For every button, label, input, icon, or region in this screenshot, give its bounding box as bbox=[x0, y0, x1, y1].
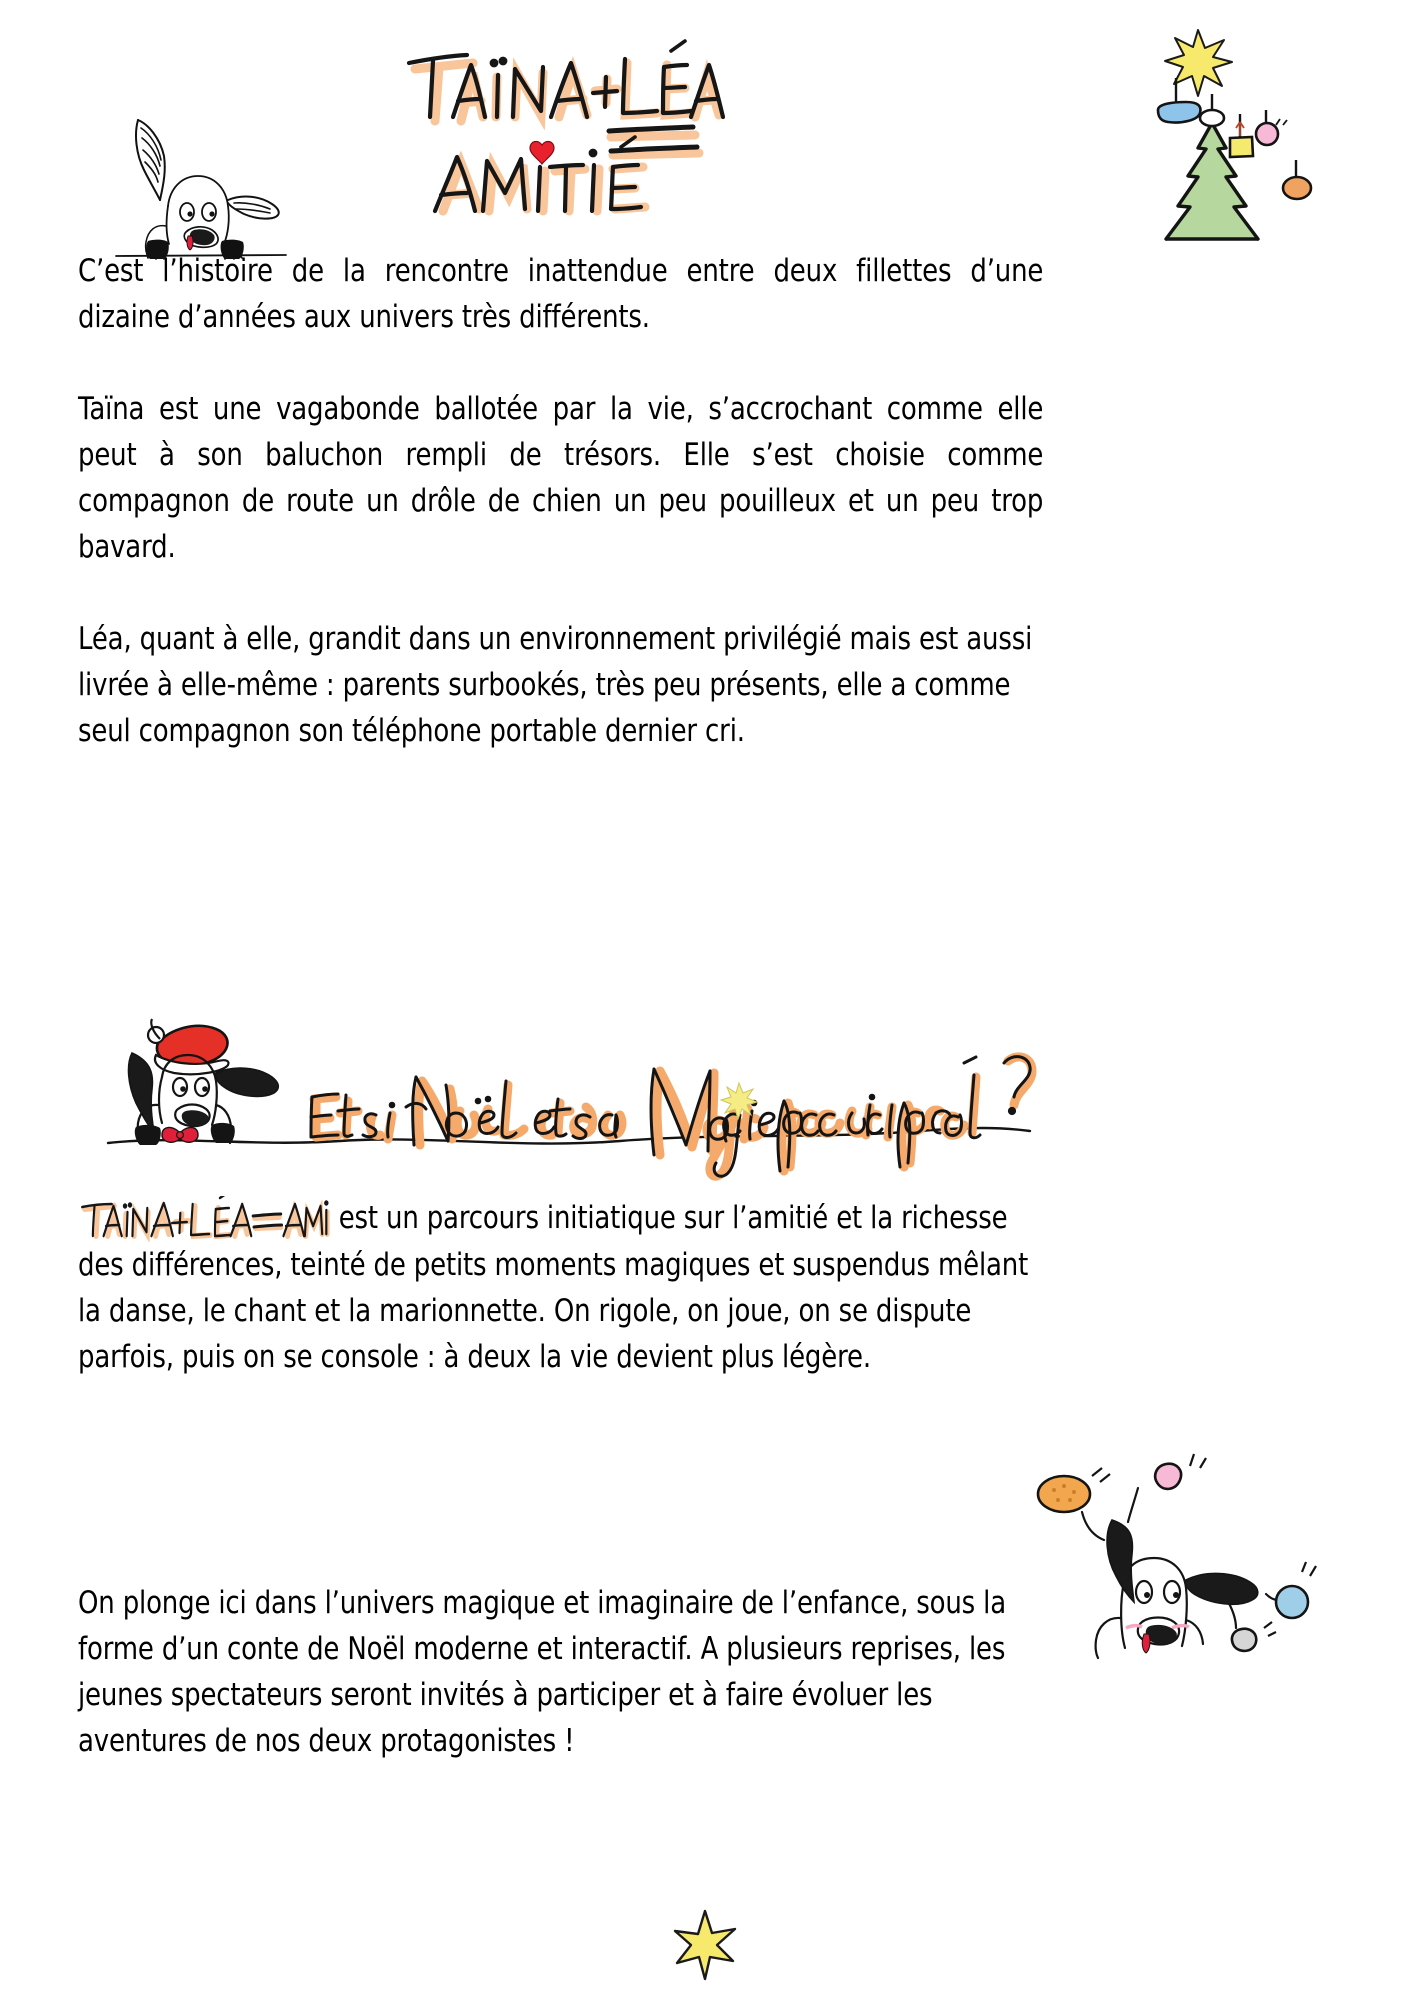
paragraph-final: On plonge ici dans l’univers magique et imaginaire de l’enfance, sous la forme d’un conte de Noël moderne et interactif. A plusieurs reprises, les jeunes spectateurs seront invités à participer et à faire évoluer les aventures de nos deux protagonistes ! bbox=[78, 1585, 1006, 1759]
title-logo bbox=[395, 25, 735, 225]
white-ornament bbox=[1200, 110, 1224, 126]
paragraph-with-inline-logo bbox=[78, 1195, 1043, 1380]
inline-title-logo bbox=[78, 1196, 334, 1242]
pink-ornament bbox=[1155, 1464, 1181, 1489]
blue-ornament bbox=[1158, 102, 1200, 123]
pink-ornament bbox=[1256, 123, 1278, 145]
handwritten-banner-with-dog bbox=[100, 1015, 1040, 1215]
blue-ornament bbox=[1276, 1586, 1308, 1618]
orange-ornament bbox=[1283, 177, 1311, 199]
conclusion-text-block bbox=[78, 1580, 1248, 1764]
christmas-tree-illustration bbox=[1140, 18, 1345, 263]
yellow-ornament bbox=[1230, 137, 1253, 157]
heart-icon bbox=[530, 141, 554, 164]
intro-text-block bbox=[78, 248, 1248, 754]
dog-peeking-illustration bbox=[108, 108, 298, 268]
synopsis-text: est un parcours initiatique sur l’amitié et la richesse des différences, teinté de petits moments magiques et suspendus mêlant la danse, le chant et la marionnette. On rigole, on joue, on se dispute parfois, puis on se console : à deux la vie devient plus légère. bbox=[78, 1200, 1029, 1375]
orange-ornament bbox=[1038, 1476, 1090, 1512]
paragraph-3: Léa, quant à elle, grandit dans un environnement privilégié mais est aussi livrée à elle-même : parents surbookés, très peu présents, elle a comme seul compagnon son téléphone portable dernier cri. bbox=[78, 621, 1033, 749]
paragraph-1: C’est l’histoire de la rencontre inattendue entre deux fillettes d’une dizaine d’années aux univers très différents. bbox=[78, 253, 1044, 335]
synopsis-text-block bbox=[78, 1195, 1248, 1380]
tree-ornaments bbox=[1158, 102, 1311, 199]
star-illustration bbox=[665, 1905, 745, 1985]
paragraph-2: Taïna est une vagabonde ballotée par la vie, s’accrochant comme elle peut à son baluchon rempli de trésors. Elle s’est choisie comme compagnon de route un drôle de chien un peu pouilleux et un peu trop bavard. bbox=[78, 391, 1044, 565]
